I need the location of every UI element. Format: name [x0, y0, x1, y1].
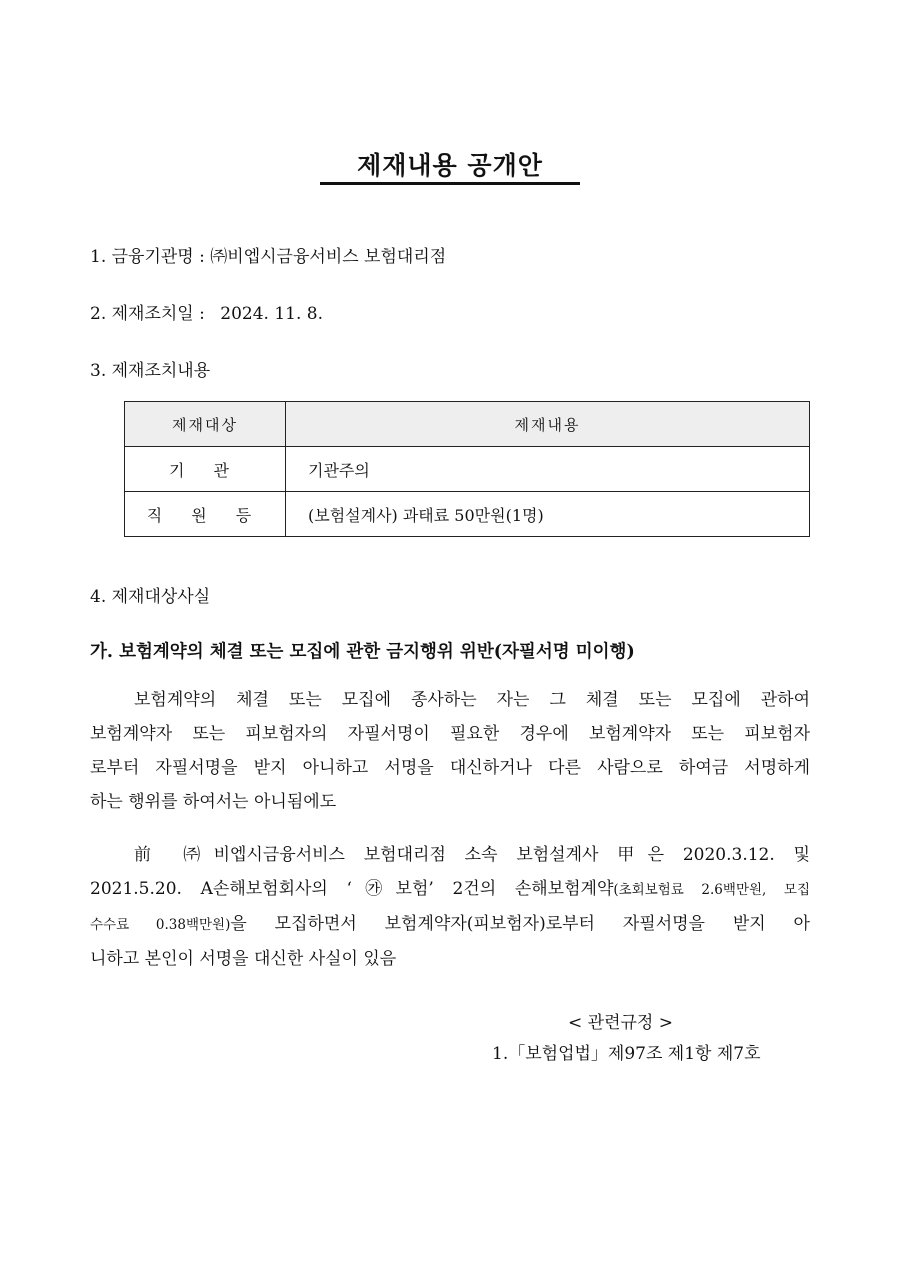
legal-requirement-paragraph [90, 683, 810, 819]
table-cell-content: (보험설계사) 과태료 50만원(1명) [286, 492, 810, 537]
paragraph-text: 2021.5.20. A손해보험회사의 ‘㉮보험’ 2건의 손해보험계약 [90, 879, 614, 899]
paragraph-line: 보험계약의 체결 또는 모집에 종사하는 자는 그 체결 또는 모집에 관하여 [134, 690, 810, 710]
sanction-content-heading: 3. 제재조치내용 [90, 361, 211, 381]
paragraph-line: 로부터 자필서명을 받지 아니하고 서명을 대신하거나 다른 사람으로 하여금 서명하게 [90, 758, 810, 778]
sanction-date-line [90, 299, 323, 324]
paragraph-line: 보험계약자 또는 피보험자의 자필서명이 필요한 경우에 보험계약자 또는 피보험자 [90, 724, 810, 744]
paragraph-line [90, 872, 810, 907]
sanction-date-label: 2. 제재조치일 : [90, 304, 205, 324]
related-regulation-item: 1.「보험업법」제97조 제1항 제7호 [492, 1044, 761, 1064]
sanction-facts-heading: 4. 제재대상사실 [90, 587, 211, 607]
table-cell-target: 기 관 [125, 447, 286, 492]
table-cell-content: 기관주의 [286, 447, 810, 492]
violation-fact-paragraph [90, 838, 810, 976]
column-header-target: 제재대상 [125, 402, 286, 447]
title-underline [320, 182, 580, 185]
table-row [125, 447, 810, 492]
violation-heading: 가. 보험계약의 체결 또는 모집에 관한 금지행위 위반(자필서명 미이행) [90, 642, 635, 662]
paragraph-line: 하는 행위를 하여서는 아니됨에도 [90, 792, 337, 812]
table-header-row [125, 402, 810, 447]
institution-name-label: 1. 금융기관명 : [90, 247, 205, 267]
paragraph-line [90, 907, 810, 942]
paragraph-text: 을 모집하면서 보험계약자(피보험자)로부터 자필서명을 받지 아 [230, 914, 810, 934]
sanction-table [124, 401, 810, 537]
sanction-date-value: 2024. 11. 8. [220, 304, 324, 324]
institution-name-value: ㈜비엡시금융서비스 보험대리점 [210, 247, 447, 267]
paragraph-note: 수수료 0.38백만원) [90, 917, 231, 933]
paragraph-note: (초회보험료 2.6백만원, 모집 [613, 882, 810, 898]
table-cell-target: 직 원 등 [125, 492, 286, 537]
institution-name-line [90, 242, 446, 267]
related-regulation-heading: < 관련규정 > [568, 1013, 673, 1033]
document-title: 제재내용 공개안 [357, 151, 543, 180]
table-row [125, 492, 810, 537]
paragraph-line: 니하고 본인이 서명을 대신한 사실이 있음 [90, 949, 397, 969]
column-header-content: 제재내용 [286, 402, 810, 447]
paragraph-line: 前 ㈜비엡시금융서비스 보험대리점 소속 보험설계사 甲은 2020.3.12. 및 [134, 845, 810, 865]
